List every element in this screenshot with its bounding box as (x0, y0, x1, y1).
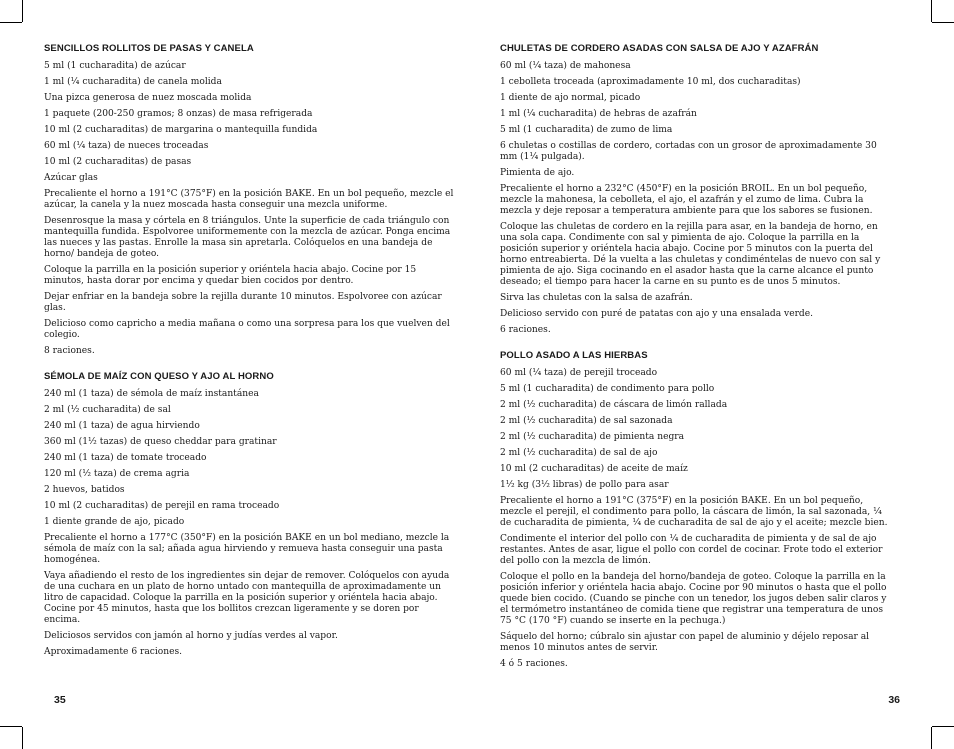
ingredient-line: 1 diente grande de ajo, picado (44, 517, 185, 527)
servings-text: 4 ó 5 raciones. (500, 659, 568, 669)
ingredient-line: 2 ml (¹⁄₂ cucharadita) de cáscara de limón rallada (500, 400, 728, 410)
instruction-paragraph: Coloque la parrilla en la posición superior y oriéntela hacia abajo. Cocine por 15 minutos, hasta dorar por encima y quedar bien cocidos por dentro. (44, 265, 417, 286)
ingredient-line: 10 ml (2 cucharaditas) de pasas (44, 157, 192, 167)
ingredient-line: 1 paquete (200-250 gramos; 8 onzas) de masa refrigerada (44, 109, 313, 119)
servings-text: 6 raciones. (500, 325, 551, 335)
ingredient-line: 60 ml (¹⁄₄ taza) de perejil troceado (500, 368, 658, 378)
ingredient-line: 60 ml (¹⁄₄ taza) de nueces troceadas (44, 141, 209, 151)
instruction-paragraph: Delicioso como capricho a media mañana o como una sorpresa para los que vuelven del colegio. (44, 319, 450, 340)
ingredient-line: 10 ml (2 cucharaditas) de margarina o mantequilla fundida (44, 125, 318, 135)
page-number: 35 (54, 694, 66, 706)
ingredient-line: 6 chuletas o costillas de cordero, cortadas con un grosor de aproximadamente 30 mm (1¹⁄₄ pulgada). (500, 141, 877, 162)
recipe-title: POLLO ASADO A LAS HIERBAS (500, 350, 648, 361)
ingredient-line: 1¹⁄₂ kg (3¹⁄₂ libras) de pollo para asar (500, 480, 669, 490)
instruction-paragraph: Precaliente el horno a 191°C (375°F) en la posición BAKE. En un bol pequeño, mezcle el azúcar, la canela y la nuez moscada hasta conseguir una mezcla uniforme. (44, 189, 454, 210)
ingredient-line: 240 ml (1 taza) de sémola de maíz instantánea (44, 389, 259, 399)
instruction-paragraph: Delicioso servido con puré de patatas con ajo y una ensalada verde. (500, 309, 814, 319)
recipe-title: SENCILLOS ROLLITOS DE PASAS Y CANELA (44, 43, 254, 54)
recipe-semola (44, 371, 454, 658)
ingredient-line: 2 ml (¹⁄₂ cucharadita) de sal de ajo (500, 448, 658, 458)
right-page (477, 0, 954, 749)
recipe-pollo (500, 350, 888, 670)
instruction-paragraph: Coloque las chuletas de cordero en la rejilla para asar, en la bandeja de horno, en una sola capa. Condimente con sal y pimienta de ajo. Coloque la parrilla en la posición superior y oriéntela hacia abajo. Cocine por 5 minutos con la puerta del horno entreabierta. Dé la vuelta a las chuletas y condiméntelas de nuevo con sal y pimienta de ajo. Siga cocinando en el asador hasta que la carne alcance el punto deseado; el tiempo para hacer la carne en su punto es de unos 5 minutos. (500, 222, 881, 287)
recipe-title: CHULETAS DE CORDERO ASADAS CON SALSA DE AJO Y AZAFRÁN (500, 43, 819, 54)
ingredient-line: 2 ml (¹⁄₂ cucharadita) de pimienta negra (500, 432, 685, 442)
ingredient-line: 60 ml (¹⁄₄ taza) de mahonesa (500, 61, 631, 71)
ingredient-line: Pimienta de ajo. (500, 168, 575, 178)
ingredient-line: 240 ml (1 taza) de tomate troceado (44, 453, 207, 463)
ingredient-line: 10 ml (2 cucharaditas) de perejil en rama troceado (44, 501, 280, 511)
ingredient-line: 360 ml (1¹⁄₂ tazas) de queso cheddar para gratinar (44, 437, 277, 447)
ingredient-line: 1 ml (¹⁄₄ cucharadita) de hebras de azafrán (500, 109, 697, 119)
recipe-rollitos (44, 43, 454, 357)
ingredient-line: 5 ml (1 cucharadita) de zumo de lima (500, 125, 673, 135)
ingredient-line: 1 ml (¹⁄₄ cucharadita) de canela molida (44, 77, 222, 87)
right-column (500, 43, 888, 675)
instruction-paragraph: Vaya añadiendo el resto de los ingredientes sin dejar de remover. Colóquelos con ayuda de una cuchara en un plato de horno untado con mantequilla de aproximadamente un litro de capacidad. Coloque la parrilla en la posición superior y oriéntela hacia abajo. Cocine por 45 minutos, hasta que los bollitos crezcan ligeramente y se doren por encima. (44, 571, 450, 625)
ingredient-line: 240 ml (1 taza) de agua hirviendo (44, 421, 200, 431)
ingredient-line: 2 huevos, batidos (44, 485, 125, 495)
recipe-chuletas (500, 43, 888, 336)
ingredient-line: 2 ml (¹⁄₂ cucharadita) de sal sazonada (500, 416, 673, 426)
servings-text: Aproximadamente 6 raciones. (44, 647, 183, 657)
servings-text: 8 raciones. (44, 346, 95, 356)
ingredient-line: 5 ml (1 cucharadita) de azúcar (44, 61, 186, 71)
instruction-paragraph: Precaliente el horno a 232°C (450°F) en la posición BROIL. En un bol pequeño, mezcle la mahonesa, la cebolleta, el ajo, el azafrán y el zumo de lima. Cubra la mezcla y deje reposar a temperatura ambiente para que los sabores se fusionen. (500, 184, 873, 216)
instruction-paragraph: Desenrosque la masa y córtela en 8 triángulos. Unte la superficie de cada triángulo con mantequilla fundida. Espolvoree uniformemente con la mezcla de azúcar. Ponga encima las nueces y las pastas. Enrolle la masa sin apretarla. Colóquelos en una bandeja de horno/ bandeja de goteo. (44, 216, 451, 259)
left-column (44, 43, 454, 663)
recipe-title: SÉMOLA DE MAÍZ CON QUESO Y AJO AL HORNO (44, 371, 274, 382)
ingredient-line: 1 diente de ajo normal, picado (500, 93, 641, 103)
instruction-paragraph: Condimente el interior del pollo con ¹⁄₄ de cucharadita de pimienta y de sal de ajo restantes. Antes de asar, ligue el pollo con cordel de cocinar. Frote todo el exterior del pollo con la mezcla de limón. (500, 534, 883, 566)
page-number: 36 (888, 694, 900, 706)
instruction-paragraph: Deliciosos servidos con jamón al horno y judías verdes al vapor. (44, 631, 338, 641)
ingredient-line: Una pizca generosa de nuez moscada molida (44, 93, 252, 103)
ingredient-line: 5 ml (1 cucharadita) de condimento para pollo (500, 384, 715, 394)
instruction-paragraph: Sirva las chuletas con la salsa de azafrán. (500, 293, 693, 303)
ingredient-line: 1 cebolleta troceada (aproximadamente 10 ml, dos cucharaditas) (500, 77, 801, 87)
instruction-paragraph: Sáquelo del horno; cúbralo sin ajustar con papel de aluminio y déjelo reposar al menos 10 minutos antes de servir. (500, 632, 870, 653)
instruction-paragraph: Dejar enfriar en la bandeja sobre la rejilla durante 10 minutos. Espolvoree con azúcar glas. (44, 292, 442, 313)
ingredient-line: Azúcar glas (44, 173, 98, 183)
ingredient-line: 10 ml (2 cucharaditas) de aceite de maíz (500, 464, 688, 474)
instruction-paragraph: Precaliente el horno a 177°C (350°F) en la posición BAKE en un bol mediano, mezcle la sémola de maíz con la sal; añada agua hirviendo y remueva hasta conseguir una pasta homogénea. (44, 533, 450, 565)
instruction-paragraph: Precaliente el horno a 191°C (375°F) en la posición BAKE. En un bol pequeño, mezcle el perejil, el condimento para pollo, la cáscara de limón, la sal sazonada, ¹⁄₄ de cucharadita de pimienta, ¹⁄₄ de cucharadita de sal de ajo y el aceite; mezcle bien. (500, 496, 888, 528)
instruction-paragraph: Coloque el pollo en la bandeja del horno/bandeja de goteo. Coloque la parrilla en la posición inferior y oriéntela hacia abajo. Cocine por 90 minutos o hasta que el pollo quede bien cocido. (Cuando se pinche con un tenedor, los jugos deben salir claros y el termómetro instantáneo de comida tiene que registrar una temperatura de unos 75 °C (170 °F) cuando se inserte en la pechuga.) (500, 572, 887, 626)
ingredient-line: 2 ml (¹⁄₂ cucharadita) de sal (44, 405, 171, 415)
ingredient-line: 120 ml (¹⁄₂ taza) de crema agria (44, 469, 190, 479)
